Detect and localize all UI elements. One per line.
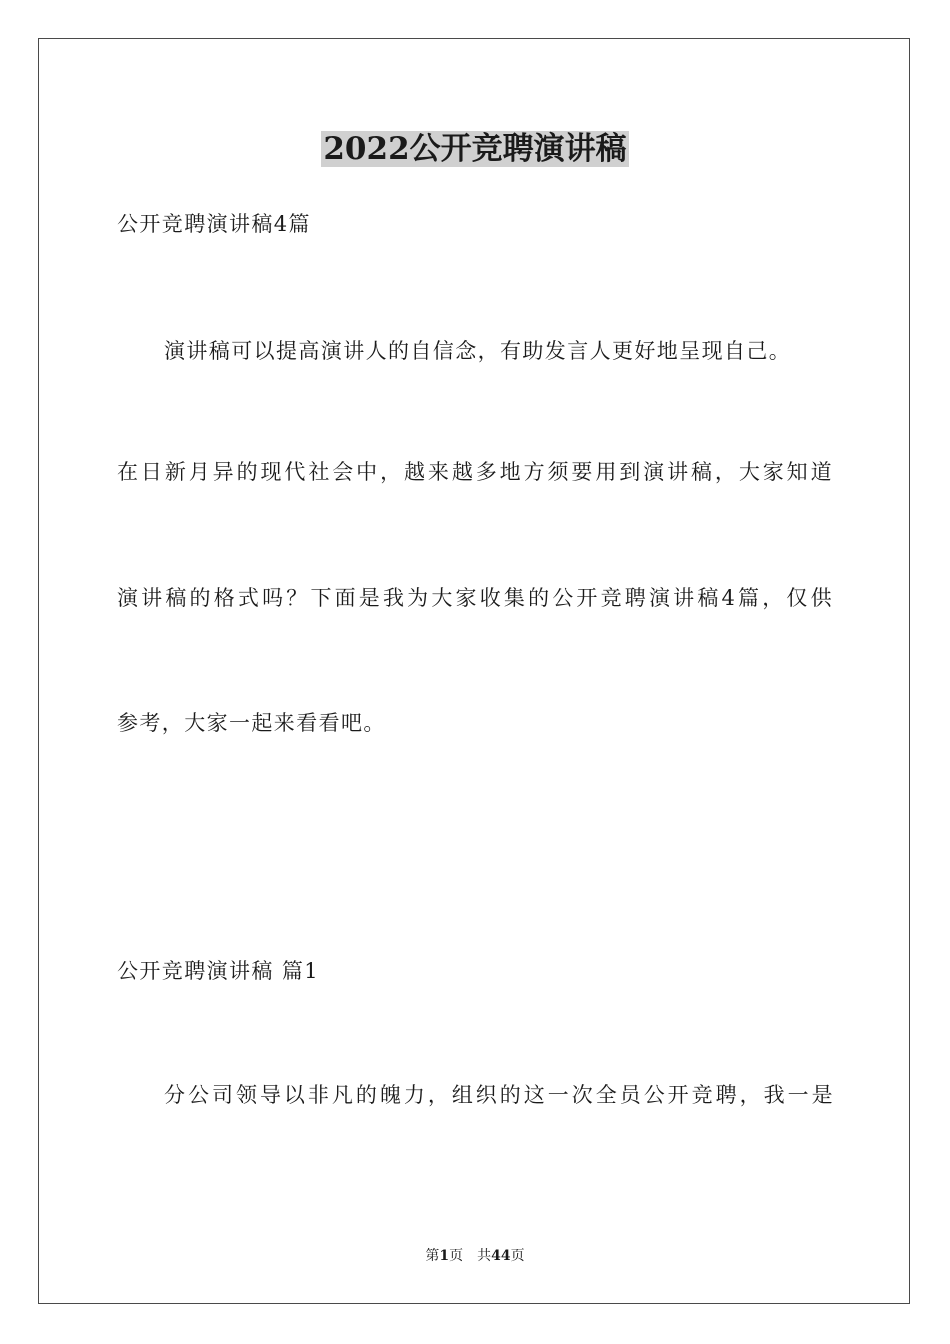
page-prefix: 第 [425, 1248, 440, 1264]
total-suffix: 页 [510, 1248, 525, 1264]
intro-line-1: 演讲稿可以提高演讲人的自信念，有助发言人更好地呈现自己。 [164, 339, 792, 363]
document-subtitle: 公开竞聘演讲稿4篇 [117, 212, 311, 236]
page-number: 1 [439, 1248, 450, 1264]
intro-line-3: 演讲稿的格式吗？下面是我为大家收集的公开竞聘演讲稿4篇，仅供 [117, 586, 833, 610]
section-first-line: 分公司领导以非凡的魄力，组织的这一次全员公开竞聘，我一是 [164, 1083, 834, 1107]
intro-line-4: 参考，大家一起来看看吧。 [117, 711, 386, 735]
total-pages: 44 [491, 1248, 511, 1264]
total-prefix: 共 [477, 1248, 492, 1264]
document-title-text: 2022公开竞聘演讲稿 [323, 131, 627, 167]
intro-line-2: 在日新月异的现代社会中，越来越多地方须要用到演讲稿，大家知道 [117, 460, 833, 484]
document-title [0, 128, 950, 170]
section-heading: 公开竞聘演讲稿 篇1 [117, 959, 320, 983]
page-suffix: 页 [449, 1248, 464, 1264]
page-footer [0, 1246, 950, 1266]
